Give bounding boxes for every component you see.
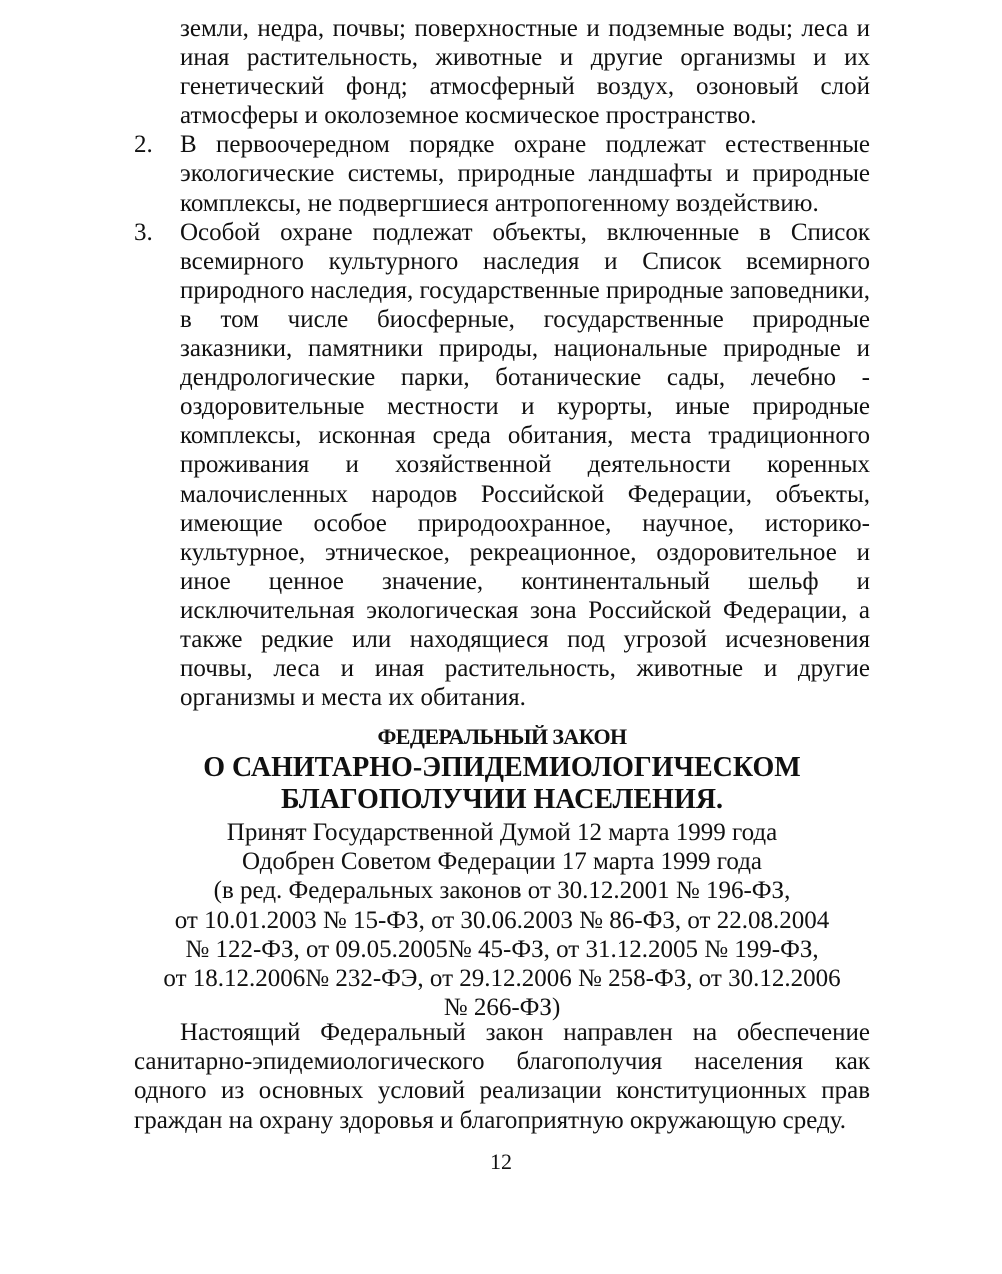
law-title-line-1: О САНИТАРНО-ЭПИДЕМИОЛОГИЧЕСКОМ	[203, 752, 801, 783]
amendments-line: от 10.01.2003 № 15-ФЗ, от 30.06.2003 № 86-ФЗ, от 22.08.2004	[174, 906, 830, 934]
numbered-list	[134, 14, 870, 712]
list-item	[134, 218, 870, 713]
list-item-text: В первоочередном порядке охране подлежат естественные экологические системы, природные ландшафты и природные комплексы, не подвергшиеся антропогенному воздействию.	[180, 131, 870, 217]
law-kind-heading: ФЕДЕРАЛЬНЫЙ ЗАКОН	[377, 724, 627, 749]
list-item	[134, 130, 870, 217]
approved-line: Одобрен Советом Федерации 17 марта 1999 года	[241, 848, 763, 876]
page-number: 12	[490, 1149, 512, 1174]
amendments-line: от 18.12.2006№ 232-ФЭ, от 29.12.2006 № 258-ФЗ, от 30.12.2006	[163, 965, 841, 993]
list-item-text: Особой охране подлежат объекты, включенные в Список всемирного культурного наследия и Список всемирного природного наследия, государственные природные заповедники, в том числе биосферные, государственные природные заказники, памятники природы, национальные природные и дендрологические парки, ботанические сады, лечебно - оздоровительные местности и курорты, иные природные комплексы, исконная среда обитания, места традиционного проживания и хозяйственной деятельности коренных малочисленных народов Российской Федерации, объекты, имеющие особое природоохранное, научное, историко-культурное, этническое, рекреационное, оздоровительное и иное ценное значение, континентальный шельф и исключительная экологическая зона Российской Федерации, а также редкие или находящиеся под угрозой исчезновения почвы, леса и иная растительность, животные и другие организмы и места их обитания.	[180, 218, 870, 712]
amendments-line: № 122-ФЗ, от 09.05.2005№ 45-ФЗ, от 31.12.2005 № 199-ФЗ,	[185, 935, 819, 963]
list-item-number: 3.	[134, 218, 153, 246]
preamble-paragraph: Настоящий Федеральный закон направлен на обеспечение санитарно-эпидемиологического благополучия населения как одного из основных условий реализации конституционных прав граждан на охрану здоровья и благоприятную окружающую среду.	[134, 1019, 870, 1134]
adopted-line: Принят Государственной Думой 12 марта 1999 года	[226, 819, 778, 846]
law-header	[134, 722, 870, 1022]
law-title-line-2: БЛАГОПОЛУЧИИ НАСЕЛЕНИЯ.	[281, 784, 723, 815]
list-item-number	[134, 14, 180, 130]
list-item	[134, 14, 870, 130]
amendments-line: № 266-ФЗ)	[443, 994, 561, 1022]
amendments-line: (в ред. Федеральных законов от 30.12.2001 № 196-ФЗ,	[213, 877, 791, 905]
list-item-text: земли, недра, почвы; поверхностные и подземные воды; леса и иная растительность, животные и другие организмы и их генетический фонд; атмосферный воздух, озоновый слой атмосферы и околоземное космическое пространство.	[180, 15, 870, 130]
law-adoption-info	[134, 818, 870, 1022]
list-item-number: 2.	[134, 131, 153, 159]
